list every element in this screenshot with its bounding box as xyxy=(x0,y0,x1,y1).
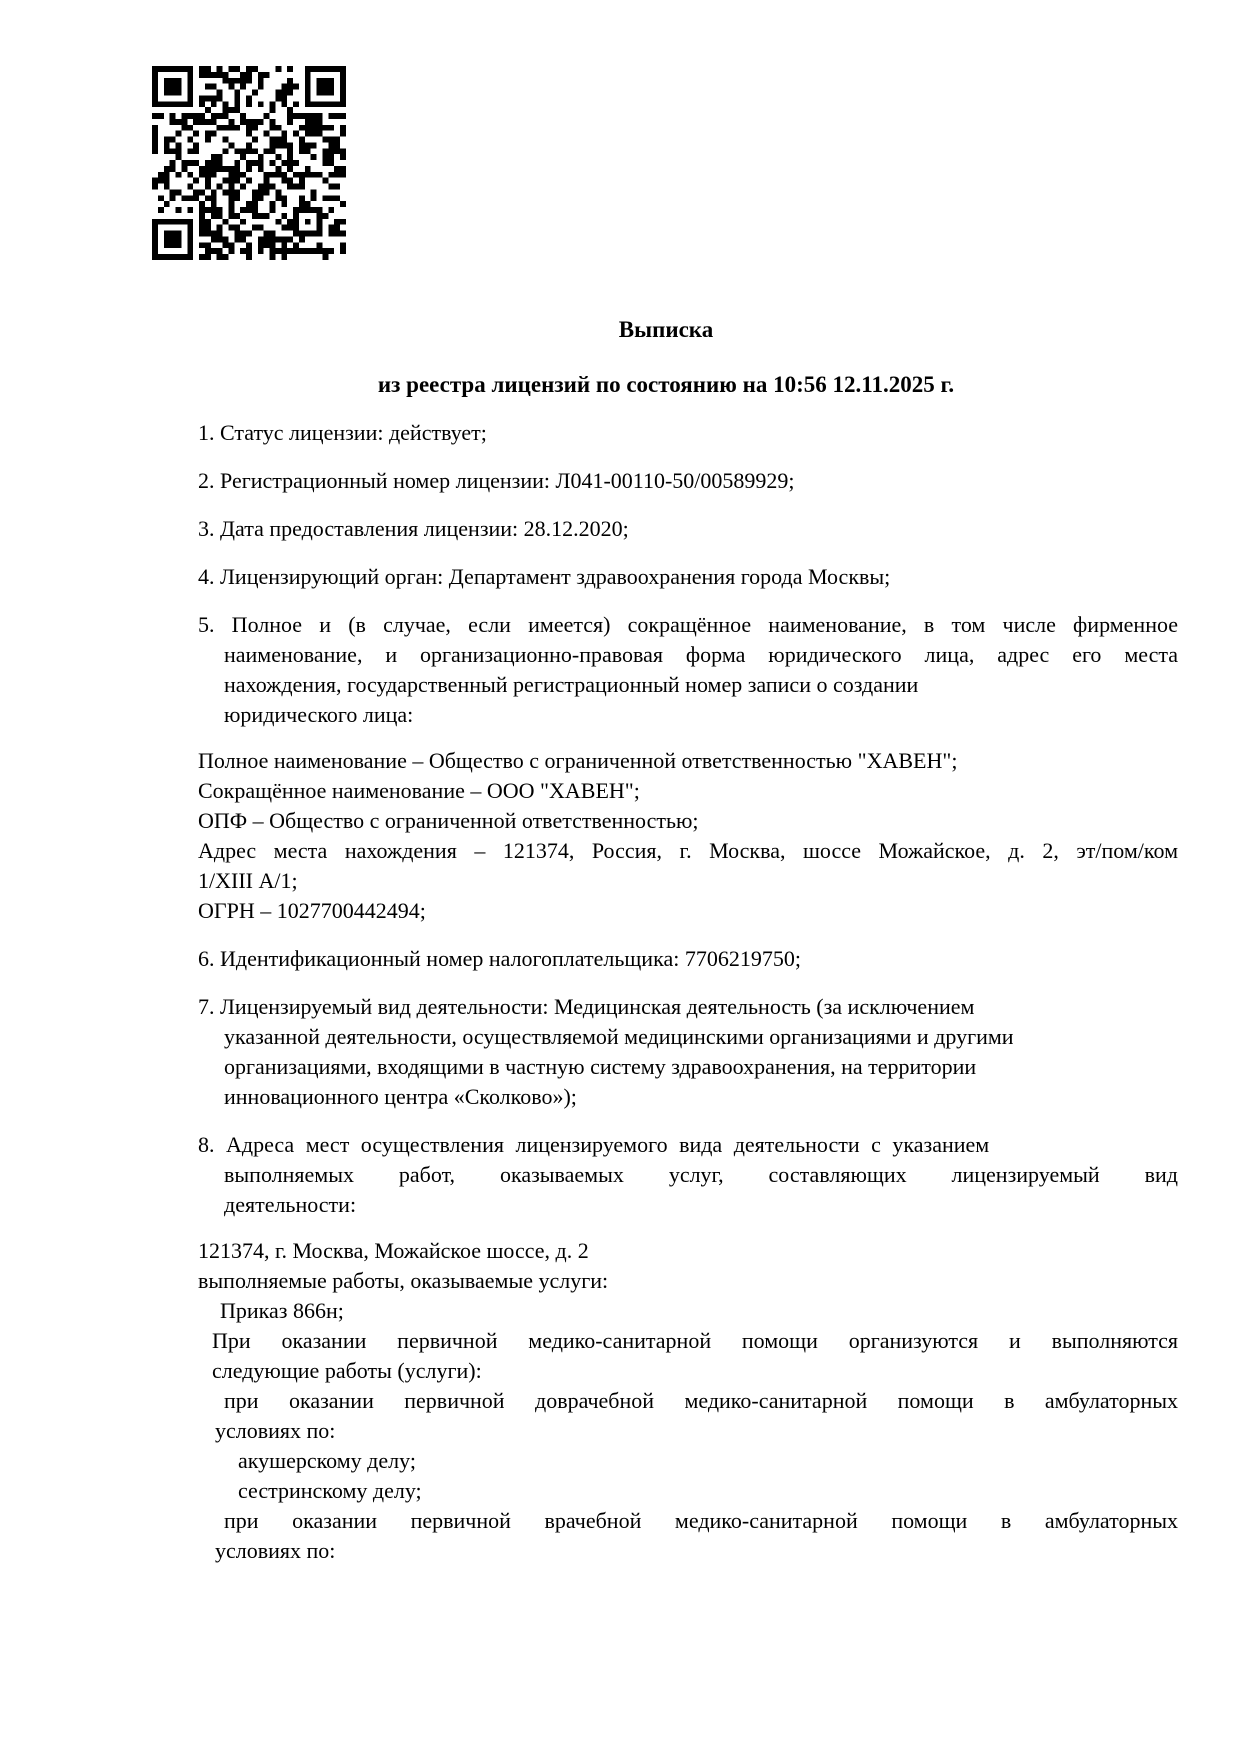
text-line: 1/XIII А/1; xyxy=(198,868,298,893)
text-line: при оказании первичной доврачебной медико-санитарной помощи в амбулаторных xyxy=(224,1388,1178,1413)
text-line: ОГРН – 1027700442494; xyxy=(198,898,426,923)
text-line: 7. Лицензируемый вид деятельности: Медицинская деятельность (за исключением xyxy=(198,994,975,1019)
text-line: Полное наименование – Общество с ограниченной ответственностью "ХАВЕН"; xyxy=(198,748,958,773)
text-line: 4. Лицензирующий орган: Департамент здравоохранения города Москвы; xyxy=(198,564,891,589)
text-line: следующие работы (услуги): xyxy=(212,1358,482,1383)
text-line: выполняемые работы, оказываемые услуги: xyxy=(198,1268,609,1293)
text-line: 2. Регистрационный номер лицензии: Л041-00110-50/00589929; xyxy=(198,468,795,493)
document-subtitle: из реестра лицензий по состоянию на 10:56 12.11.2025 г. xyxy=(377,372,955,397)
text-line: условиях по: xyxy=(215,1418,336,1443)
document-body xyxy=(198,418,1178,1566)
text-line: нахождения, государственный регистрационный номер записи о создании xyxy=(224,672,919,697)
text-line: 8. Адреса мест осуществления лицензируемого вида деятельности с указанием xyxy=(198,1132,990,1157)
document-content xyxy=(198,315,1178,1566)
text-line: 5. Полное и (в случае, если имеется) сокращённое наименование, в том числе фирменное xyxy=(198,612,1178,637)
text-line: Адрес места нахождения – 121374, Россия, г. Москва, шоссе Можайское, д. 2, эт/пом/ком xyxy=(198,838,1178,863)
text-line: 121374, г. Москва, Можайское шоссе, д. 2 xyxy=(198,1238,589,1263)
text-line: акушерскому делу; xyxy=(238,1448,416,1473)
document-title: Выписка xyxy=(618,317,714,342)
text-line: Сокращённое наименование – ООО "ХАВЕН"; xyxy=(198,778,640,803)
text-line: организациями, входящими в частную систему здравоохранения, на территории xyxy=(224,1054,977,1079)
text-line: 6. Идентификационный номер налогоплательщика: 7706219750; xyxy=(198,946,801,971)
text-line: При оказании первичной медико-санитарной помощи организуются и выполняются xyxy=(212,1328,1178,1353)
text-line: наименование, и организационно-правовая форма юридического лица, адрес его места xyxy=(224,642,1178,667)
text-line: сестринскому делу; xyxy=(238,1478,422,1503)
text-line: Приказ 866н; xyxy=(220,1298,344,1323)
text-line: при оказании первичной врачебной медико-санитарной помощи в амбулаторных xyxy=(224,1508,1178,1533)
text-line: деятельности: xyxy=(224,1192,357,1217)
text-line: 3. Дата предоставления лицензии: 28.12.2020; xyxy=(198,516,629,541)
text-line: 1. Статус лицензии: действует; xyxy=(198,420,487,445)
text-line: выполняемых работ, оказываемых услуг, составляющих лицензируемый вид xyxy=(224,1162,1178,1187)
text-line: ОПФ – Общество с ограниченной ответственностью; xyxy=(198,808,699,833)
text-line: инновационного центра «Сколково»); xyxy=(224,1084,577,1109)
text-line: условиях по: xyxy=(215,1538,336,1563)
text-line: указанной деятельности, осуществляемой медицинскими организациями и другими xyxy=(224,1024,1014,1049)
text-line: юридического лица: xyxy=(224,702,414,727)
qr-code-icon xyxy=(152,66,346,260)
